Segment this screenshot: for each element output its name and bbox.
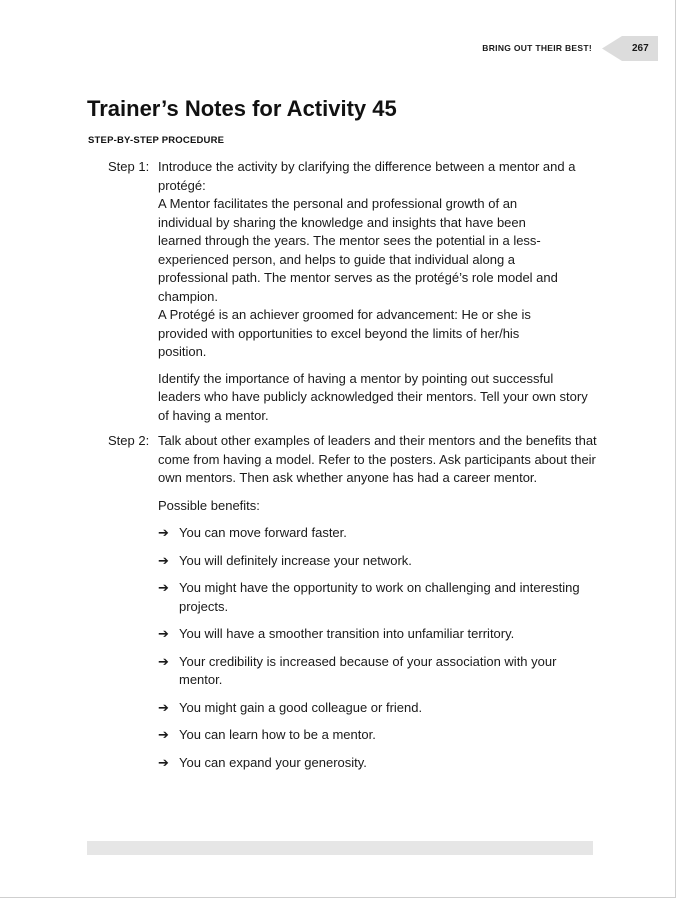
page-number-tab (602, 36, 658, 61)
arrow-right-icon: ➔ (158, 626, 169, 641)
step-2 (108, 432, 598, 781)
arrow-right-icon: ➔ (158, 727, 169, 742)
page-title: Trainer’s Notes for Activity 45 (87, 96, 397, 121)
arrow-right-icon: ➔ (158, 580, 169, 595)
benefit-text: You might gain a good colleague or friend. (179, 699, 423, 715)
benefit-text: You might have the opportunity to work on challenging and interesting projects. (179, 580, 580, 614)
footer-bar (87, 841, 593, 855)
arrow-right-icon: ➔ (158, 754, 169, 770)
list-item (158, 625, 598, 644)
page-number: 267 (632, 43, 649, 54)
step-2-content (158, 432, 598, 781)
running-header (0, 36, 678, 62)
step-2-intro: Talk about other examples of leaders and their mentors and the benefits that come from having a model. Refer to the posters. Ask participants about their own mentors. Then ask whether anyone has had a career mentor. (158, 433, 597, 485)
mentor-definition: A Mentor facilitates the personal and professional growth of an individual by sharing the knowledge and insights that have been learned through the years. The mentor sees the potential in a less-experienced person, and helps to guide that individual along a professional path. The mentor serves as the protégé’s role model and champion. (158, 196, 558, 304)
arrow-right-icon: ➔ (158, 525, 169, 540)
arrow-right-icon: ➔ (158, 653, 169, 669)
benefits-heading: Possible benefits: (158, 497, 260, 513)
benefit-text: Your credibility is increased because of your association with your mentor. (179, 653, 557, 687)
benefit-text: You can expand your generosity. (179, 754, 367, 770)
step-1-label: Step 1: (108, 159, 150, 174)
benefit-text: You will definitely increase your network. (179, 552, 412, 568)
page-number-tab-shape (602, 36, 658, 61)
arrow-right-icon: ➔ (158, 552, 169, 568)
list-item (158, 552, 598, 571)
benefits-list (158, 524, 598, 772)
step-1 (108, 158, 598, 425)
step-1-intro: Introduce the activity by clarifying the difference between a mentor and a protégé: (158, 159, 576, 193)
list-item (158, 699, 598, 718)
list-item (158, 754, 598, 773)
step-2-label: Step 2: (108, 433, 150, 448)
benefit-text: You will have a smoother transition into unfamiliar territory. (179, 626, 515, 641)
running-header-book-title: BRING OUT THEIR BEST! (482, 43, 592, 53)
protege-definition: A Protégé is an achiever groomed for advancement: He or she is provided with opportunities to excel beyond the limits of her/his position. (158, 307, 531, 359)
step-1-closing: Identify the importance of having a mentor by pointing out successful leaders who have publicly acknowledged their mentors. Tell your own story of having a mentor. (158, 370, 588, 423)
list-item (158, 579, 598, 616)
list-item (158, 726, 598, 745)
procedure-body (108, 158, 598, 781)
benefit-text: You can learn how to be a mentor. (179, 727, 376, 742)
benefit-text: You can move forward faster. (179, 525, 347, 540)
arrow-right-icon: ➔ (158, 699, 169, 715)
step-1-content (158, 158, 598, 425)
list-item (158, 653, 598, 690)
section-label: STEP-BY-STEP PROCEDURE (88, 135, 225, 146)
list-item (158, 524, 598, 543)
